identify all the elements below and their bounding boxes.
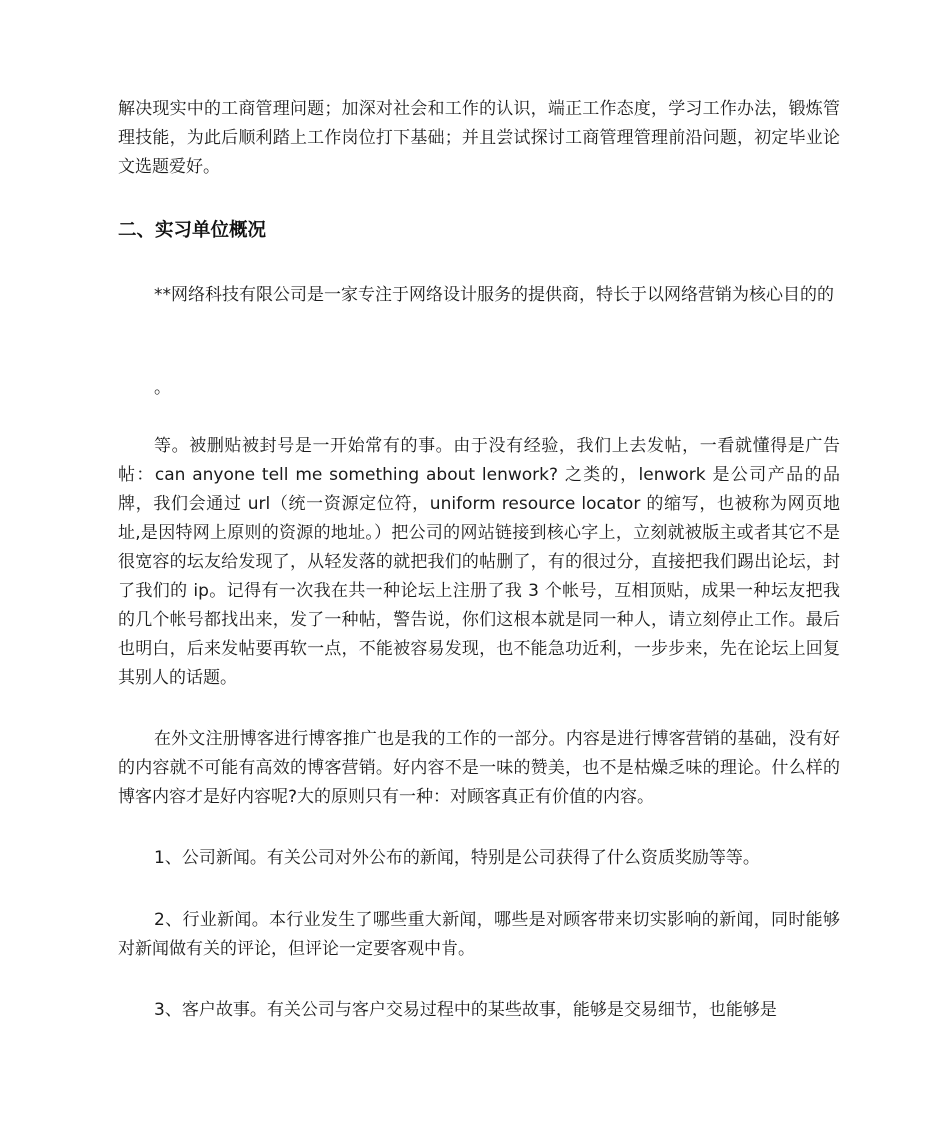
- blog-promotion-paragraph: 在外文注册博客进行博客推广也是我的工作的一部分。内容是进行博客营销的基础，没有好的内容就不可能有高效的博客营销。好内容不是一味的赞美，也不是枯燥乏味的理论。什么样的博客内容才是好内容呢?大的原则只有一种：对顾客真正有价值的内容。: [118, 729, 840, 807]
- list-item-industry-news: 2、行业新闻。本行业发生了哪些重大新闻，哪些是对顾客带来切实影响的新闻，同时能够对新闻做有关的评论，但评论一定要客观中肯。: [118, 910, 840, 959]
- list-item-customer-stories: 3、客户故事。有关公司与客户交易过程中的某些故事，能够是交易细节，也能够是: [154, 1000, 777, 1020]
- forum-posting-paragraph: 等。被删贴被封号是一开始常有的事。由于没有经验，我们上去发帖，一看就懂得是广告帖：can anyone tell me something about lenwork? 之类的，lenwork 是公司产品的品牌，我们会通过 url（统一资源定位符，uniform resource locator 的缩写，也被称为网页地址,是因特网上原则的资源的地址。）把公司的网站链接到核心字上，立刻就被版主或者其它不是很宽容的坛友给发现了，从轻发落的就把我们的帖删了，有的很过分，直接把我们踢出论坛，封了我们的 ip。记得有一次我在共一种论坛上注册了我 3 个帐号，互相顶贴，成果一种坛友把我的几个帐号都找出来，发了一种帖，警告说，你们这根本就是同一种人，请立刻停止工作。最后也明白，后来发帖要再软一点，不能被容易发现，也不能急功近利，一步步来，先在论坛上回复其别人的话题。: [118, 436, 840, 688]
- company-intro-paragraph: **网络科技有限公司是一家专注于网络设计服务的提供商，特长于以网络营销为核心目的的: [154, 285, 834, 305]
- intro-continued-paragraph: 解决现实中的工商管理问题；加深对社会和工作的认识，端正工作态度，学习工作办法，锻炼管理技能，为此后顺利踏上工作岗位打下基础；并且尝试探讨工商管理管理前沿问题，初定毕业论文选题爱好。: [118, 99, 840, 177]
- list-item-company-news: 1、公司新闻。有关公司对外公布的新闻，特别是公司获得了什么资质奖励等等。: [154, 848, 760, 868]
- period-line: 。: [154, 378, 171, 398]
- section-heading: 二、实习单位概况: [118, 220, 267, 241]
